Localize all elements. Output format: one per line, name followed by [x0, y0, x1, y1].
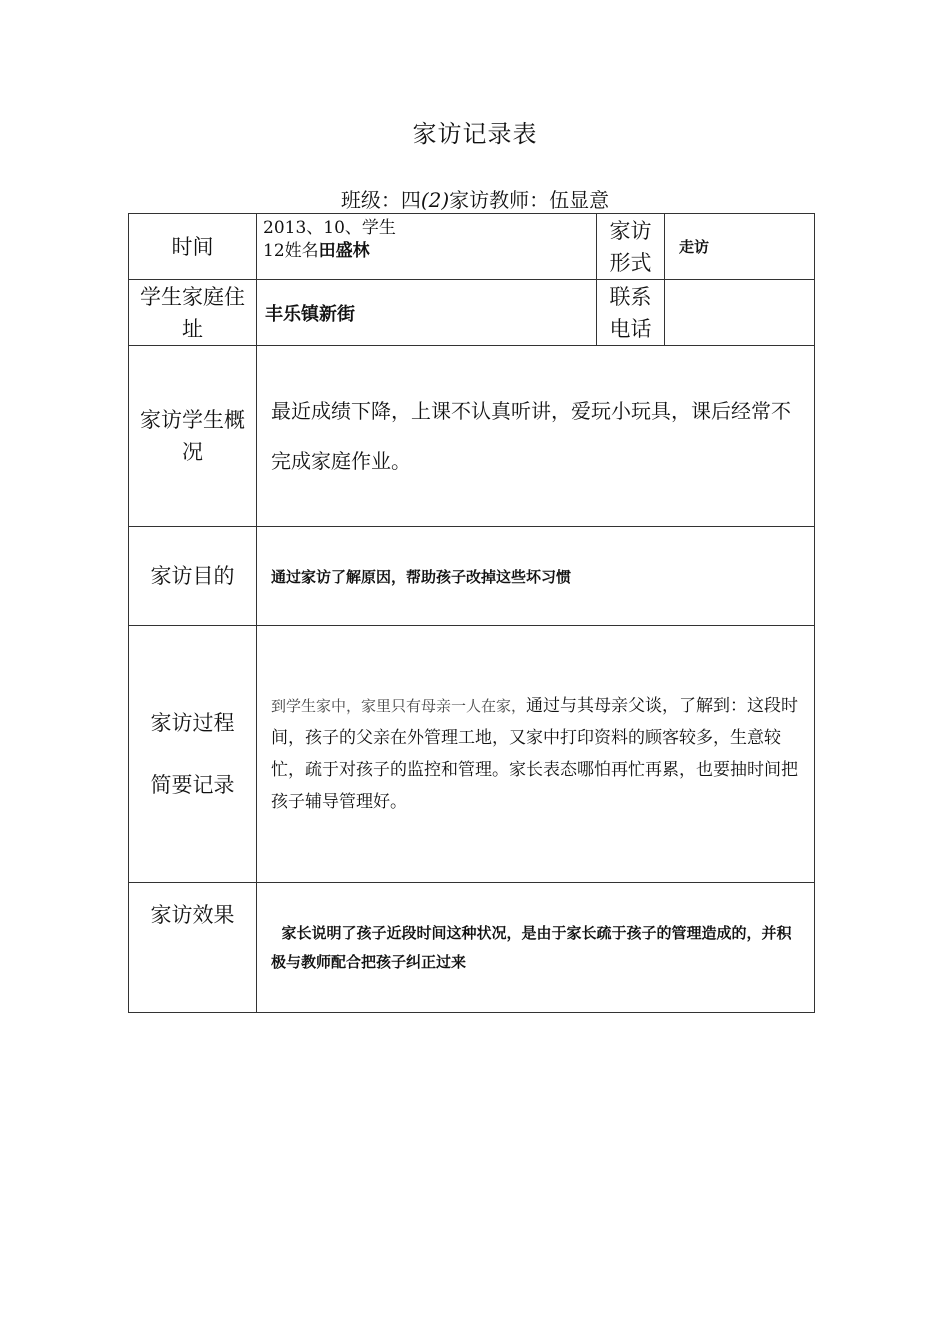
teacher-name: 伍显意: [549, 188, 610, 212]
visit-type-label-line2: 形式: [609, 250, 652, 275]
visit-type-label-line1: 家访: [609, 218, 652, 243]
row-process: [129, 626, 815, 883]
phone-value: [665, 280, 815, 346]
time-label: 时间: [129, 214, 257, 280]
time-cell: [257, 214, 597, 280]
class-label: 班级：四: [340, 188, 421, 212]
address-label-line1: 学生家庭住: [140, 284, 245, 309]
teacher-label: 家访教师：: [449, 188, 550, 212]
visit-record-table: [128, 213, 815, 1013]
purpose-label: 家访目的: [129, 527, 257, 626]
row-time: [129, 214, 815, 280]
address-label-line2: 址: [182, 316, 203, 341]
phone-label-line1: 联系: [609, 284, 652, 309]
overview-text: 最近成绩下降，上课不认真听讲，爱玩小玩具，课后经常不完成家庭作业。: [257, 346, 815, 527]
process-text-part2: 通过与其母亲父谈，了解到：这段时间，孩子的父亲在外管理工地，又家中打印资料的顾客较多，生意较忙，疏于对孩子的监控和管理。家长表态哪怕再忙再累，也要抽时间把孩子辅导管理好。: [271, 696, 799, 812]
page-title: 家访记录表: [412, 120, 538, 148]
overview-label: [129, 346, 257, 527]
phone-label: [597, 280, 665, 346]
visit-type-label: [597, 214, 665, 280]
phone-label-line2: 电话: [609, 316, 652, 341]
class-teacher-line: [0, 184, 950, 213]
student-name-label: 姓名: [284, 241, 319, 261]
row-purpose: [129, 527, 815, 626]
effect-text-body: 家长说明了孩子近段时间这种状况，是由于家长疏于孩子的管理造成的，并积极与教师配合把孩子纠正过来: [271, 923, 792, 971]
address-value: 丰乐镇新街: [257, 280, 597, 346]
time-day: 12: [263, 241, 285, 261]
purpose-text: 通过家访了解原因，帮助孩子改掉这些坏习惯: [257, 527, 815, 626]
overview-label-line1: 家访学生概: [140, 408, 245, 432]
effect-text: [257, 883, 815, 1013]
process-label-line1: 家访过程: [150, 711, 235, 735]
address-label: [129, 280, 257, 346]
process-label-line2: 简要记录: [150, 773, 235, 797]
process-text-part1: 到学生家中，家里只有母亲一人在家，: [271, 697, 527, 715]
overview-label-line2: 况: [182, 440, 203, 464]
process-text: [257, 626, 815, 883]
process-label: [129, 626, 257, 883]
row-overview: [129, 346, 815, 527]
effect-label: 家访效果: [129, 883, 257, 1013]
row-address: [129, 280, 815, 346]
time-value: 2013、10、学生: [263, 218, 396, 238]
row-effect: [129, 883, 815, 1013]
visit-type-value: 走访: [665, 214, 815, 280]
student-name: 田盛林: [318, 241, 370, 261]
class-value: (2): [420, 188, 450, 212]
